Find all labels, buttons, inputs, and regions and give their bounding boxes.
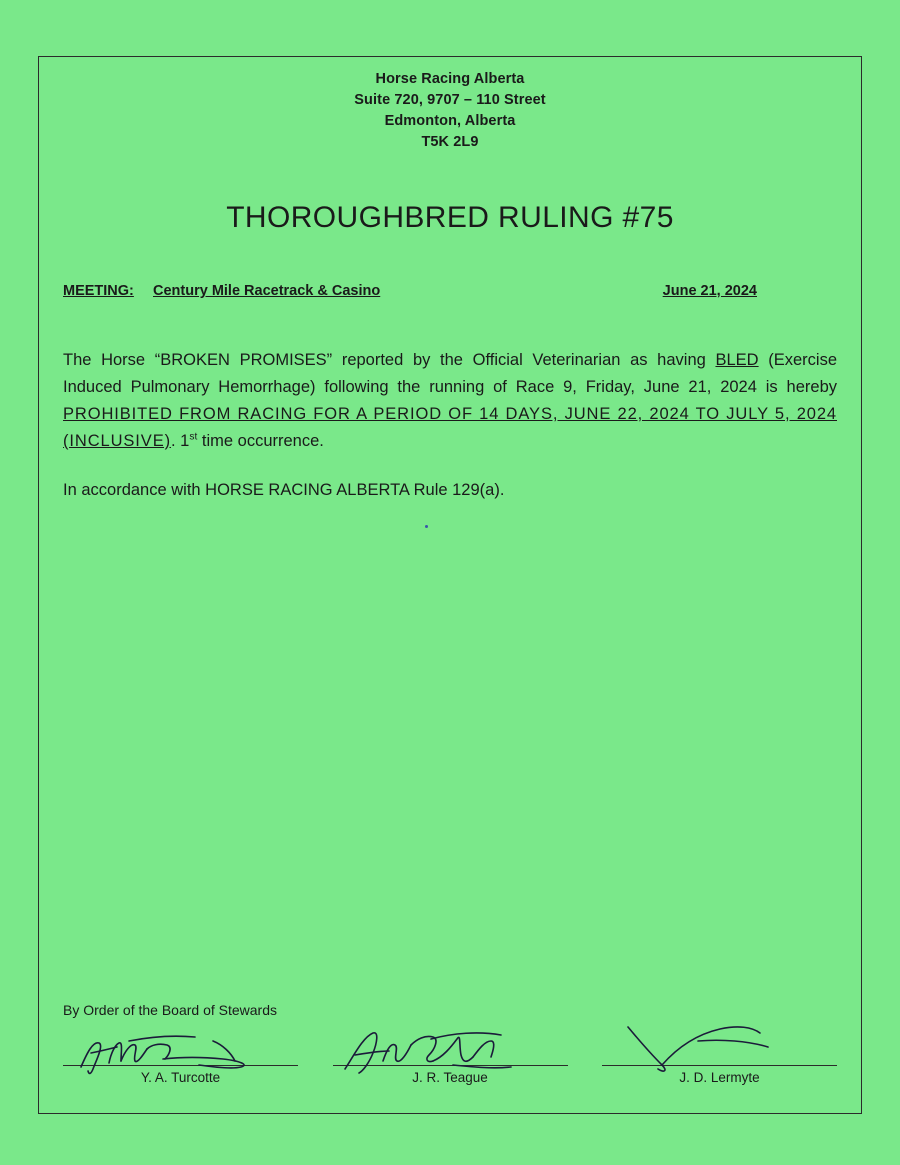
ruling-paragraph-1	[63, 347, 837, 455]
prohibition-clause: PROHIBITED FROM RACING FOR A PERIOD OF 14 DAYS, JUNE 22, 2024 TO JULY 5, 2024 (INCLUSIVE)	[63, 405, 837, 450]
letterhead-line-4: T5K 2L9	[421, 134, 479, 150]
paragraph1-part1: The Horse “BROKEN PROMISES” reported by the Official Veterinarian as having	[63, 351, 716, 369]
body-text	[53, 347, 847, 504]
signature-block-turcotte	[63, 1064, 298, 1085]
document-content	[53, 63, 847, 1107]
document-border	[38, 56, 862, 1114]
by-order-line: By Order of the Board of Stewards	[63, 1002, 277, 1018]
signature-line	[333, 1064, 568, 1066]
signature-ink-lermyte	[602, 1023, 837, 1077]
page-title: THOROUGHBRED RULING #75	[226, 201, 674, 234]
stray-ink-mark	[425, 525, 428, 528]
letterhead	[53, 69, 847, 153]
signature-line	[602, 1064, 837, 1066]
signature-ink-turcotte	[63, 1023, 298, 1077]
signature-line	[63, 1064, 298, 1066]
ordinal-suffix: st	[189, 431, 198, 443]
paragraph1-part4: time occurrence.	[197, 432, 324, 450]
signature-row	[63, 1064, 837, 1085]
meeting-date: June 21, 2024	[662, 283, 757, 299]
signatory-name: J. D. Lermyte	[679, 1070, 760, 1085]
ruling-paragraph-2: In accordance with HORSE RACING ALBERTA Rule 129(a).	[63, 481, 505, 499]
letterhead-line-2: Suite 720, 9707 – 110 Street	[354, 92, 546, 108]
paragraph1-part3: . 1	[171, 432, 190, 450]
signature-ink-teague	[333, 1023, 568, 1077]
meeting-venue: Century Mile Racetrack & Casino	[153, 283, 381, 299]
signature-block-teague	[333, 1064, 568, 1085]
bled-term: BLED	[715, 351, 759, 369]
signature-block-lermyte	[602, 1064, 837, 1085]
letterhead-line-3: Edmonton, Alberta	[384, 113, 516, 129]
meeting-label: MEETING:	[63, 283, 134, 299]
signatory-name: J. R. Teague	[412, 1070, 488, 1085]
paragraph1-part2: (Exercise Induced Pulmonary Hemorrhage) following the running of Race 9, Friday, June 21, 2024 is hereby	[63, 351, 837, 396]
signatory-name: Y. A. Turcotte	[140, 1070, 221, 1085]
letterhead-line-1: Horse Racing Alberta	[375, 71, 525, 87]
meeting-row	[53, 283, 847, 305]
footer	[63, 1002, 837, 1085]
